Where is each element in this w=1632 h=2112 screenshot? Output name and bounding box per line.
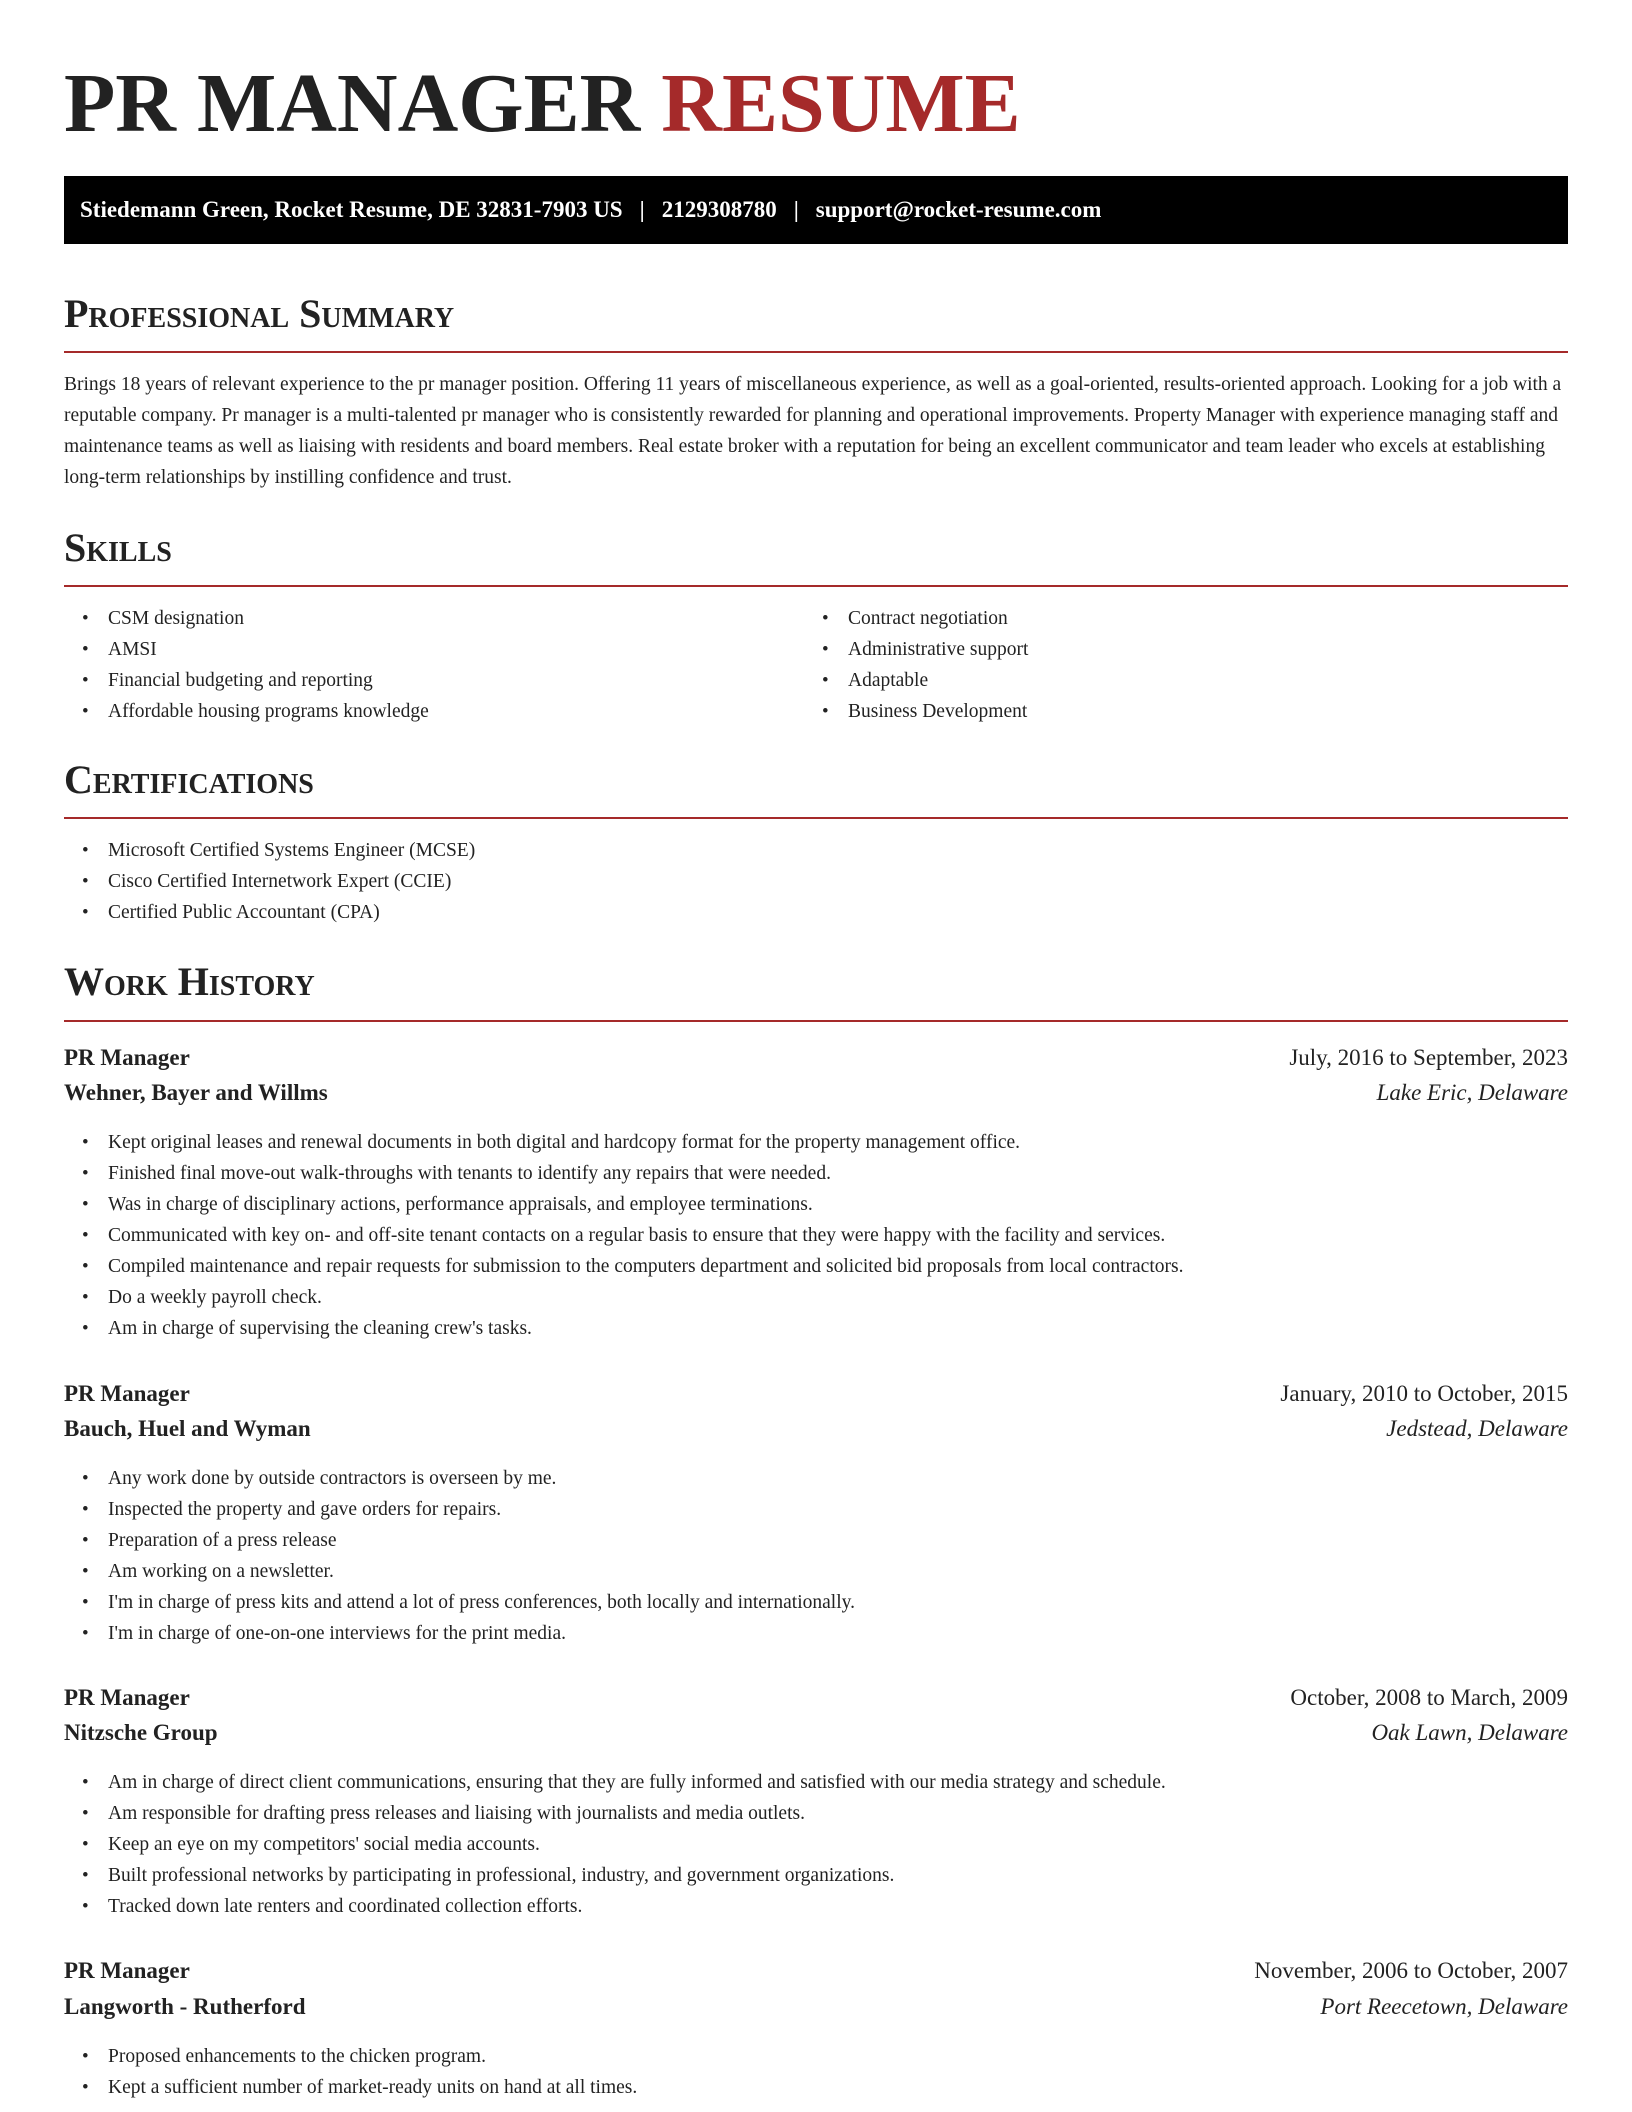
job-company: Langworth - Rutherford [64, 1994, 306, 2019]
job-company: Nitzsche Group [64, 1720, 218, 1745]
contact-phone: 2129308780 [661, 197, 777, 222]
job-bullet: • I'm in charge of one-on-one interviews for the print media. [64, 1618, 855, 1649]
certifications-list [64, 835, 475, 928]
certification-item: • Cisco Certified Internetwork Expert (CCIE) [64, 866, 475, 897]
skills-heading: Skills [64, 525, 172, 570]
job-bullet: • Preparation of a press release [64, 1525, 855, 1556]
skill-item: • Administrative support [804, 634, 1028, 665]
job-location: Lake Eric, Delaware [1376, 1080, 1568, 1105]
job-bullets [64, 1767, 1166, 1922]
job-dates: January, 2010 to October, 2015 [1280, 1381, 1568, 1406]
work-history-divider [64, 1020, 1568, 1022]
job-bullet: • Any work done by outside contractors is overseen by me. [64, 1463, 855, 1494]
contact-bar [64, 176, 1568, 244]
resume-title [64, 54, 1021, 154]
job-dates: October, 2008 to March, 2009 [1290, 1685, 1568, 1710]
job-bullet: • Was in charge of disciplinary actions, performance appraisals, and employee terminations. [64, 1189, 1183, 1220]
job-bullet: • Built professional networks by participating in professional, industry, and government organizations. [64, 1860, 1166, 1891]
job-bullet: • Compiled maintenance and repair requests for submission to the computers department and solicited bid proposals from local contractors. [64, 1251, 1183, 1282]
job-location: Port Reecetown, Delaware [1320, 1994, 1568, 2019]
contact-email: support@rocket-resume.com [815, 197, 1102, 222]
job-title: PR Manager [64, 1045, 190, 1070]
job-bullet: • Proposed enhancements to the chicken program. [64, 2041, 637, 2072]
job-company: Wehner, Bayer and Willms [64, 1080, 328, 1105]
summary-divider [64, 351, 1568, 353]
skill-item: • Affordable housing programs knowledge [64, 696, 429, 727]
certification-item: • Certified Public Accountant (CPA) [64, 897, 475, 928]
job-bullet: • Do a weekly payroll check. [64, 1282, 1183, 1313]
skills-list-right [804, 603, 1028, 727]
contact-address: Stiedemann Green, Rocket Resume, DE 32831-7903 US [80, 197, 623, 222]
certification-item: • Microsoft Certified Systems Engineer (MCSE) [64, 835, 475, 866]
skill-item: • Adaptable [804, 665, 1028, 696]
job-bullet: • Am in charge of supervising the cleaning crew's tasks. [64, 1313, 1183, 1344]
job-bullet: • Finished final move-out walk-throughs with tenants to identify any repairs that were needed. [64, 1158, 1183, 1189]
job-title: PR Manager [64, 1381, 190, 1406]
title-accent: RESUME [661, 57, 1021, 150]
skill-item: • Financial budgeting and reporting [64, 665, 429, 696]
contact-separator: | [639, 197, 645, 222]
job-bullets [64, 1463, 855, 1649]
job-bullet: • Keep an eye on my competitors' social media accounts. [64, 1829, 1166, 1860]
job-bullet: • Kept a sufficient number of market-ready units on hand at all times. [64, 2072, 637, 2103]
job-bullet: • Am in charge of direct client communications, ensuring that they are fully informed and satisfied with our media strategy and schedule. [64, 1767, 1166, 1798]
skills-list-left [64, 603, 429, 727]
skill-item: • Contract negotiation [804, 603, 1028, 634]
certifications-heading: Certifications [64, 757, 314, 802]
title-main: PR MANAGER [64, 57, 641, 150]
contact-separator: | [793, 197, 799, 222]
job-bullet: • Am working on a newsletter. [64, 1556, 855, 1587]
certifications-divider [64, 817, 1568, 819]
job-dates: November, 2006 to October, 2007 [1254, 1958, 1568, 1983]
job-bullet: • Am responsible for drafting press releases and liaising with journalists and media outlets. [64, 1798, 1166, 1829]
job-company: Bauch, Huel and Wyman [64, 1416, 311, 1441]
job-dates: July, 2016 to September, 2023 [1289, 1045, 1568, 1070]
summary-heading: Professional Summary [64, 291, 455, 336]
summary-text: Brings 18 years of relevant experience to the pr manager position. Offering 11 years of miscellaneous experience, as well as a goal-oriented, results-oriented approach. Looking for a job with a reputable company. Pr manager is a multi-talented pr manager who is consistently rewarded for planning and operational improvements. Property Manager with experience managing staff and maintenance teams as well as liaising with residents and board members. Real estate broker with a reputation for being an excellent communicator and team leader who excels at establishing long-term relationships by instilling confidence and trust. [64, 374, 1562, 488]
job-bullet: • I'm in charge of press kits and attend a lot of press conferences, both locally and internationally. [64, 1587, 855, 1618]
skill-item: • AMSI [64, 634, 429, 665]
job-title: PR Manager [64, 1685, 190, 1710]
job-bullets [64, 1127, 1183, 1344]
job-location: Jedstead, Delaware [1386, 1416, 1568, 1441]
job-bullets [64, 2041, 637, 2103]
job-location: Oak Lawn, Delaware [1371, 1720, 1568, 1745]
skill-item: • Business Development [804, 696, 1028, 727]
skills-divider [64, 585, 1568, 587]
skill-item: • CSM designation [64, 603, 429, 634]
job-title: PR Manager [64, 1958, 190, 1983]
work-history-heading: Work History [64, 959, 315, 1004]
job-bullet: • Tracked down late renters and coordinated collection efforts. [64, 1891, 1166, 1922]
job-bullet: • Communicated with key on- and off-site tenant contacts on a regular basis to ensure that they were happy with the facility and services. [64, 1220, 1183, 1251]
job-bullet: • Inspected the property and gave orders for repairs. [64, 1494, 855, 1525]
job-bullet: • Kept original leases and renewal documents in both digital and hardcopy format for the property management office. [64, 1127, 1183, 1158]
